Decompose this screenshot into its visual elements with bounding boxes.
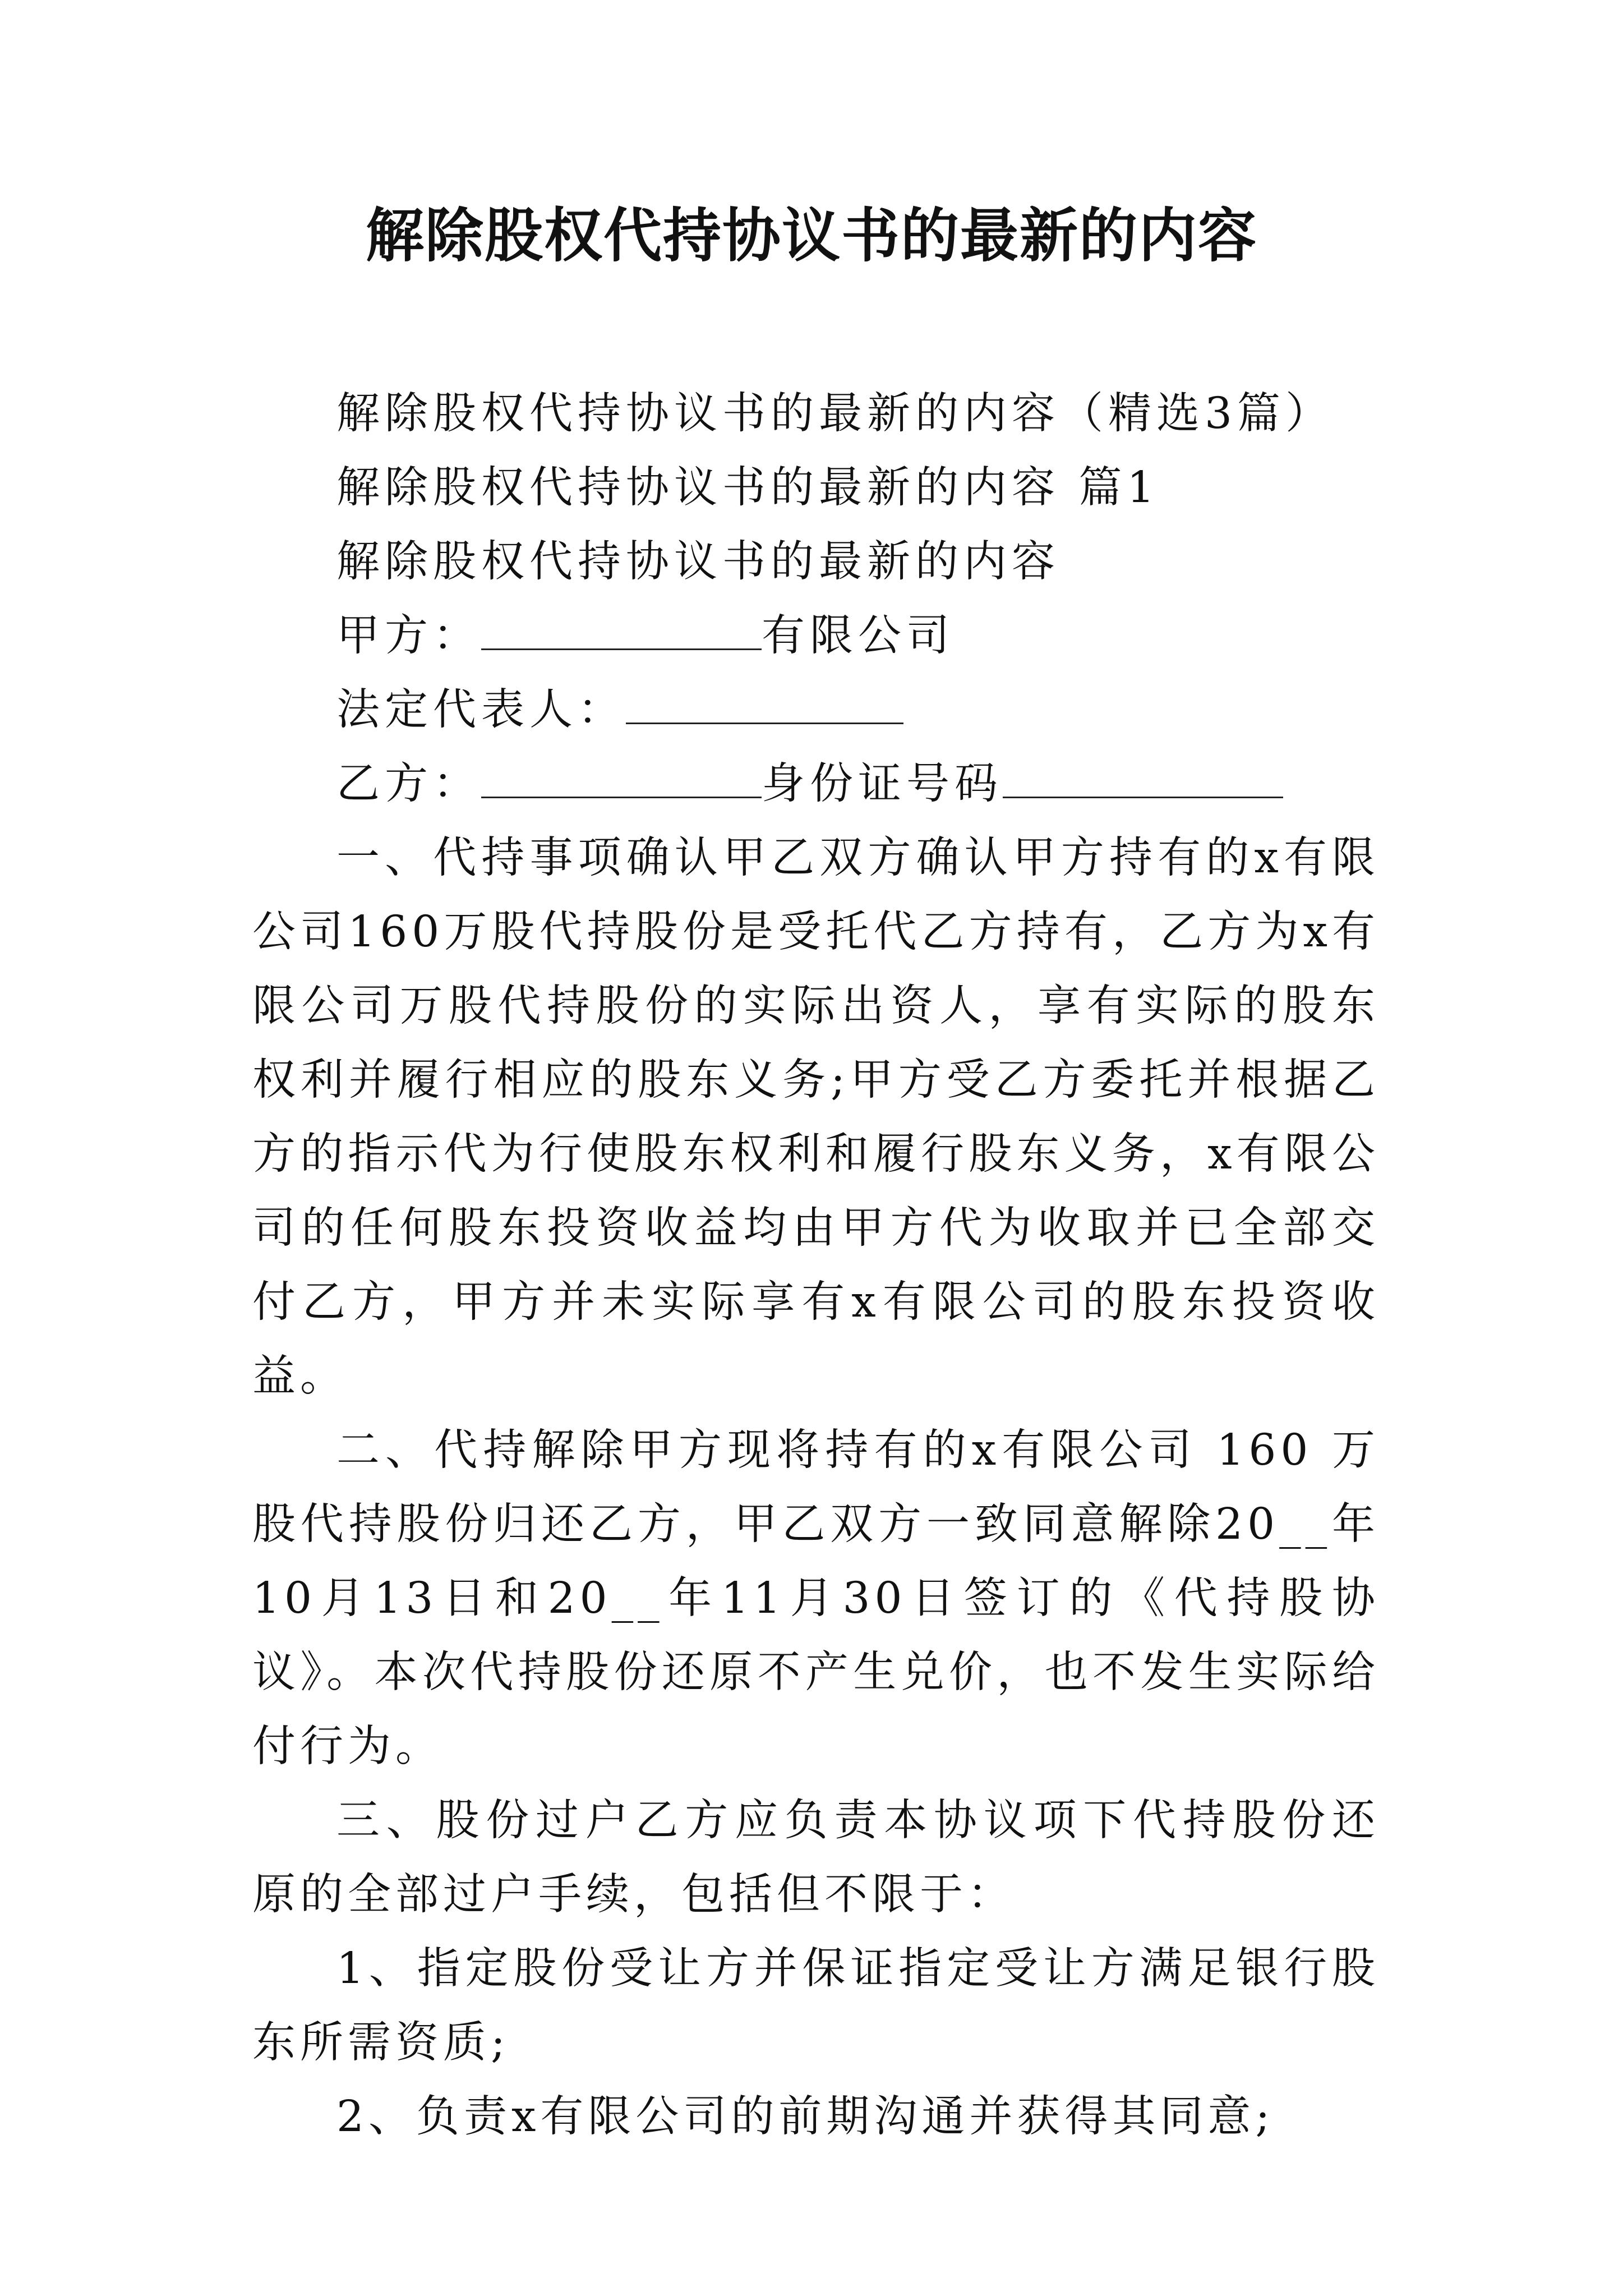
legal-rep-blank <box>626 685 903 724</box>
document-heading: 解除股权代持协议书的最新的内容 <box>336 537 1060 587</box>
party-b-label: 乙方： <box>336 759 481 809</box>
intro-line: 解除股权代持协议书的最新的内容（精选3篇） <box>336 389 1334 439</box>
clause-3: 三、股份过户乙方应负责本协议项下代持股份还原的全部过户手续，包括但不限于： <box>252 1796 1380 1920</box>
list-item-2: 2、负责x有限公司的前期沟通并获得其同意; <box>336 2092 1275 2142</box>
id-blank <box>1003 760 1283 798</box>
party-a-label: 甲方： <box>336 611 481 661</box>
document-body <box>252 377 1380 2154</box>
party-b-line <box>252 747 1380 821</box>
party-a-suffix: 有限公司 <box>762 611 955 661</box>
party-a-blank <box>481 611 762 650</box>
party-a-line <box>252 599 1380 673</box>
legal-rep-line <box>252 673 1380 747</box>
clause-2: 二、代持解除甲方现将持有的x有限公司 160 万股代持股份归还乙方，甲乙双方一致同意解除20__年10月13日和20__年11月30日签订的《代持股协议》。本次代持股份还原不产生兑价，也不发生实际给付行为。 <box>252 1425 1380 1772</box>
id-label: 身份证号码 <box>762 759 1003 809</box>
party-b-blank <box>481 760 762 798</box>
list-item-1: 1、指定股份受让方并保证指定受让方满足银行股东所需资质; <box>252 1944 1380 2068</box>
section-heading: 解除股权代持协议书的最新的内容 篇1 <box>336 463 1160 513</box>
document-title: 解除股权代持协议书的最新的内容 <box>365 201 1257 270</box>
legal-rep-label: 法定代表人： <box>336 685 626 735</box>
clause-1: 一、代持事项确认甲乙双方确认甲方持有的x有限公司160万股代持股份是受托代乙方持有，乙方为x有限公司万股代持股份的实际出资人，享有实际的股东权利并履行相应的股东义务;甲方受乙方委托并根据乙方的指示代为行使股东权利和履行股东义务，x有限公司的任何股东投资收益均由甲方代为收取并已全部交付乙方，甲方并未实际享有x有限公司的股东投资收益。 <box>252 833 1380 1401</box>
